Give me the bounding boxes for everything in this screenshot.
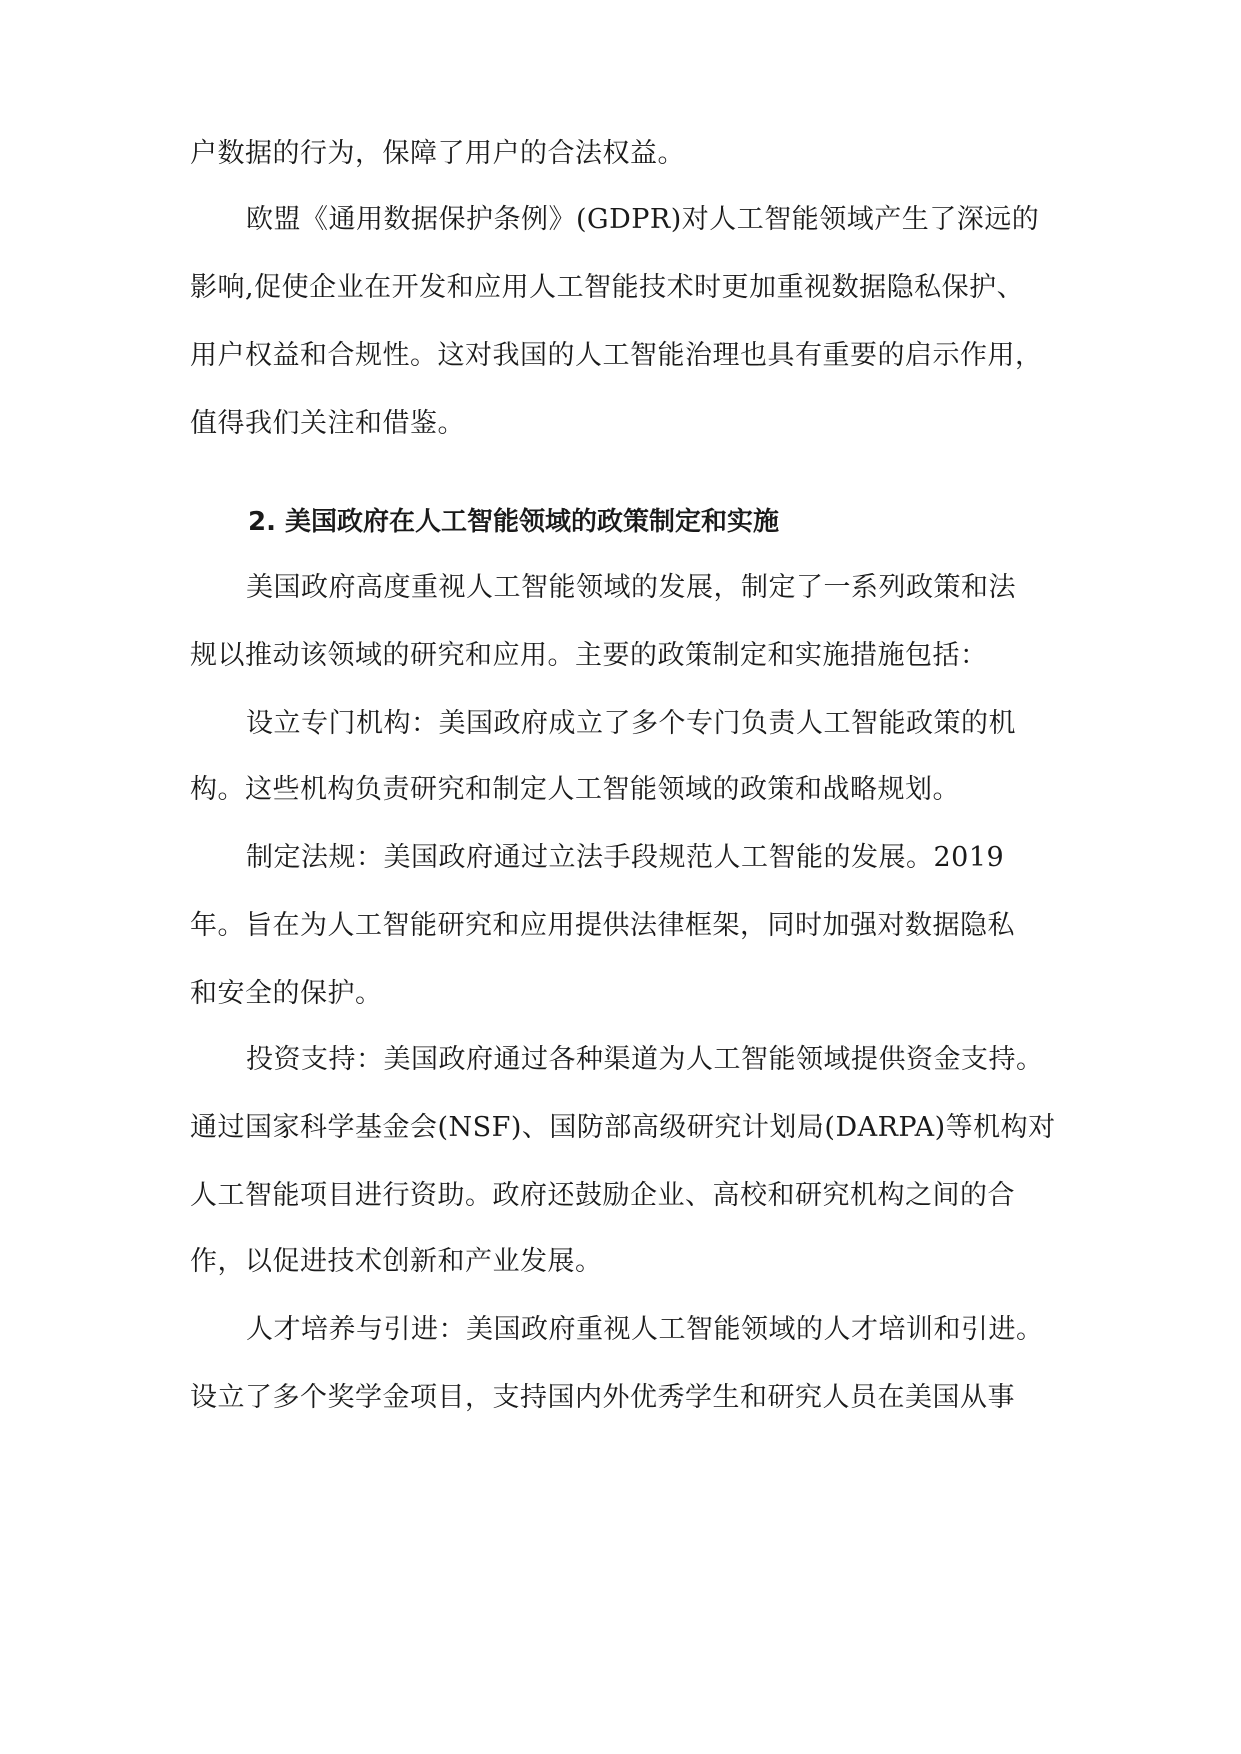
text-line: 影响,促使企业在开发和应用人工智能技术时更加重视数据隐私保护、 — [190, 272, 1025, 303]
text-line: 美国政府高度重视人工智能领域的发展，制定了一系列政策和法 — [246, 572, 1016, 603]
text-line: 欧盟《通用数据保护条例》(GDPR)对人工智能领域产生了深远的 — [246, 204, 1040, 235]
text-line: 规以推动该领域的研究和应用。主要的政策制定和实施措施包括： — [190, 640, 988, 671]
text-line: 户数据的行为，保障了用户的合法权益。 — [190, 138, 685, 169]
text-line: 构。这些机构负责研究和制定人工智能领域的政策和战略规划。 — [190, 774, 960, 805]
text-line: 值得我们关注和借鉴。 — [190, 408, 465, 439]
text-line: 设立专门机构：美国政府成立了多个专门负责人工智能政策的机 — [246, 708, 1016, 739]
text-line: 人工智能项目进行资助。政府还鼓励企业、高校和研究机构之间的合 — [190, 1180, 1015, 1211]
text-line: 人才培养与引进：美国政府重视人工智能领域的人才培训和引进。 — [246, 1314, 1044, 1345]
text-line: 用户权益和合规性。这对我国的人工智能治理也具有重要的启示作用， — [190, 340, 1043, 371]
text-line: 作，以促进技术创新和产业发展。 — [190, 1246, 603, 1277]
section-heading: 2. 美国政府在人工智能领域的政策制定和实施 — [248, 507, 780, 537]
text-line: 和安全的保护。 — [190, 978, 383, 1009]
text-line: 通过国家科学基金会(NSF)、国防部高级研究计划局(DARPA)等机构对 — [190, 1112, 1056, 1143]
text-line: 投资支持：美国政府通过各种渠道为人工智能领域提供资金支持。 — [246, 1044, 1044, 1075]
text-line: 制定法规：美国政府通过立法手段规范人工智能的发展。2019 — [246, 842, 1005, 873]
text-line: 年。旨在为人工智能研究和应用提供法律框架，同时加强对数据隐私 — [190, 910, 1015, 941]
text-line: 设立了多个奖学金项目，支持国内外优秀学生和研究人员在美国从事 — [190, 1382, 1015, 1413]
